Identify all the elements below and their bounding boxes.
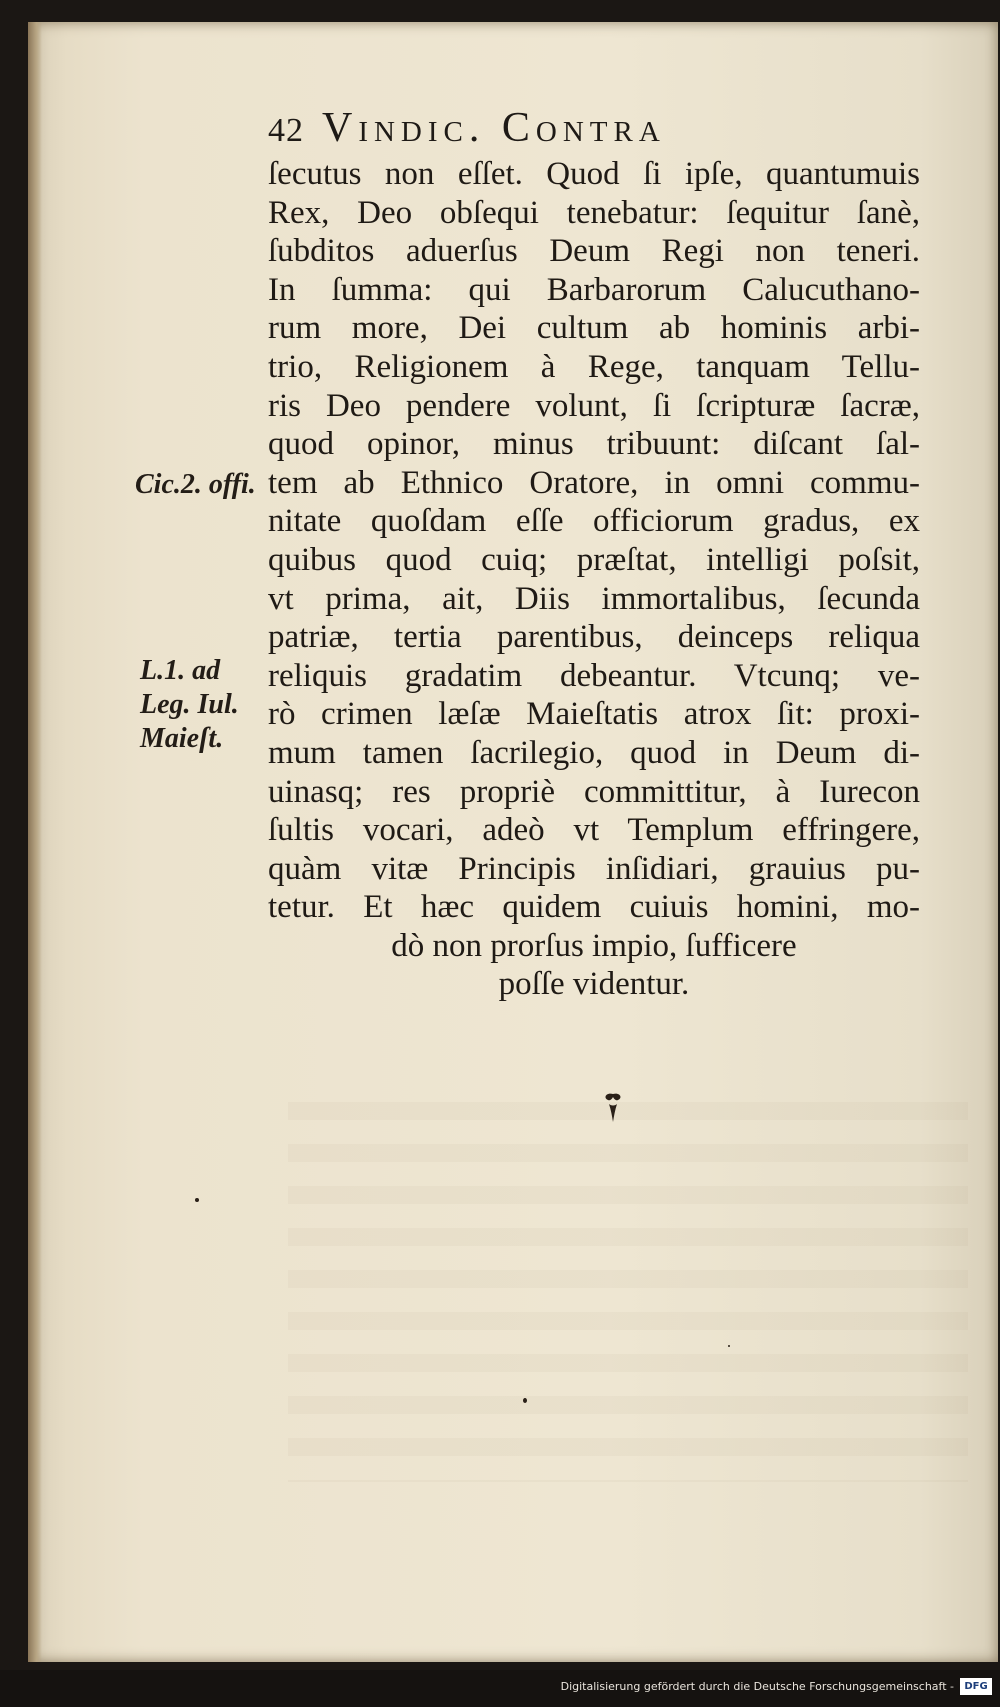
running-head	[268, 104, 908, 152]
text-line: quàm vitæ Principis inſidiari, grauius pu-	[268, 850, 920, 887]
text-line: quibus quod cuiq; præſtat, intelligi poſsit,	[268, 541, 920, 578]
marginal-note-line: Leg. Iul.	[140, 689, 239, 720]
text-line: ſultis vocari, adeò vt Templum effringere,	[268, 812, 920, 849]
text-line: tem ab Ethnico Oratore, in omni commu-	[268, 464, 920, 501]
dfg-logo: DFG	[960, 1678, 992, 1695]
text-line: Rex, Deo obſequi tenebatur: ſequitur ſanè,	[268, 194, 920, 231]
footer-credit: Digitalisierung gefördert durch die Deutsche Forschungsgemeinschaft -	[560, 1680, 954, 1693]
closing-line: dò non prorſus impio, ſufficere	[391, 927, 797, 964]
text-line: tetur. Et hæc quidem cuiuis homini, mo-	[268, 889, 920, 926]
marginal-note-line: Maieſt.	[140, 723, 224, 754]
closing-line: poſſe videntur.	[498, 966, 690, 1003]
text-line: rò crimen læſæ Maieſtatis atrox ſit: proxi-	[268, 696, 920, 733]
body-text	[268, 155, 920, 1004]
marginal-note-cicero: Cic.2. offi.	[135, 469, 256, 500]
text-line: reliquis gradatim debeantur. Vtcunq; ve-	[268, 657, 920, 694]
ink-speck	[523, 1398, 527, 1403]
text-line: uinasq; res propriè committitur, à Iurecon	[268, 773, 920, 810]
marginal-note-line: L.1. ad	[140, 655, 221, 686]
text-line: ſecutus non eſſet. Quod ſi ipſe, quantumuis	[268, 156, 920, 192]
bleed-through-shadow	[288, 1102, 968, 1482]
text-line: ris Deo pendere volunt, ſi ſcripturæ ſacræ,	[268, 387, 920, 424]
text-line: quod opinor, minus tribuunt: diſcant ſal-	[268, 426, 920, 463]
marginal-note-lex-julia	[140, 654, 239, 756]
ink-speck	[195, 1198, 199, 1202]
text-line: mum tamen ſacrilegio, quod in Deum di-	[268, 734, 920, 771]
text-line: In ſumma: qui Barbarorum Calucuthano-	[268, 271, 920, 308]
ink-speck	[728, 1345, 730, 1347]
text-line: trio, Religionem à Rege, tanquam Tellu-	[268, 348, 920, 385]
page-number: 42	[268, 112, 304, 149]
page-gutter-edge	[28, 22, 42, 1662]
fleuron-ornament-icon	[600, 1090, 626, 1126]
running-title: Vindic. Contra	[322, 105, 666, 151]
text-line: vt prima, ait, Diis immortalibus, ſecunda	[268, 580, 920, 617]
text-line: ſubditos aduerſus Deum Regi non teneri.	[268, 233, 920, 270]
text-line: patriæ, tertia parentibus, deinceps reliqua	[268, 619, 920, 656]
digitization-footer	[0, 1670, 1000, 1707]
text-line: rum more, Dei cultum ab hominis arbi-	[268, 310, 920, 347]
text-line: nitate quoſdam eſſe officiorum gradus, ex	[268, 503, 920, 540]
